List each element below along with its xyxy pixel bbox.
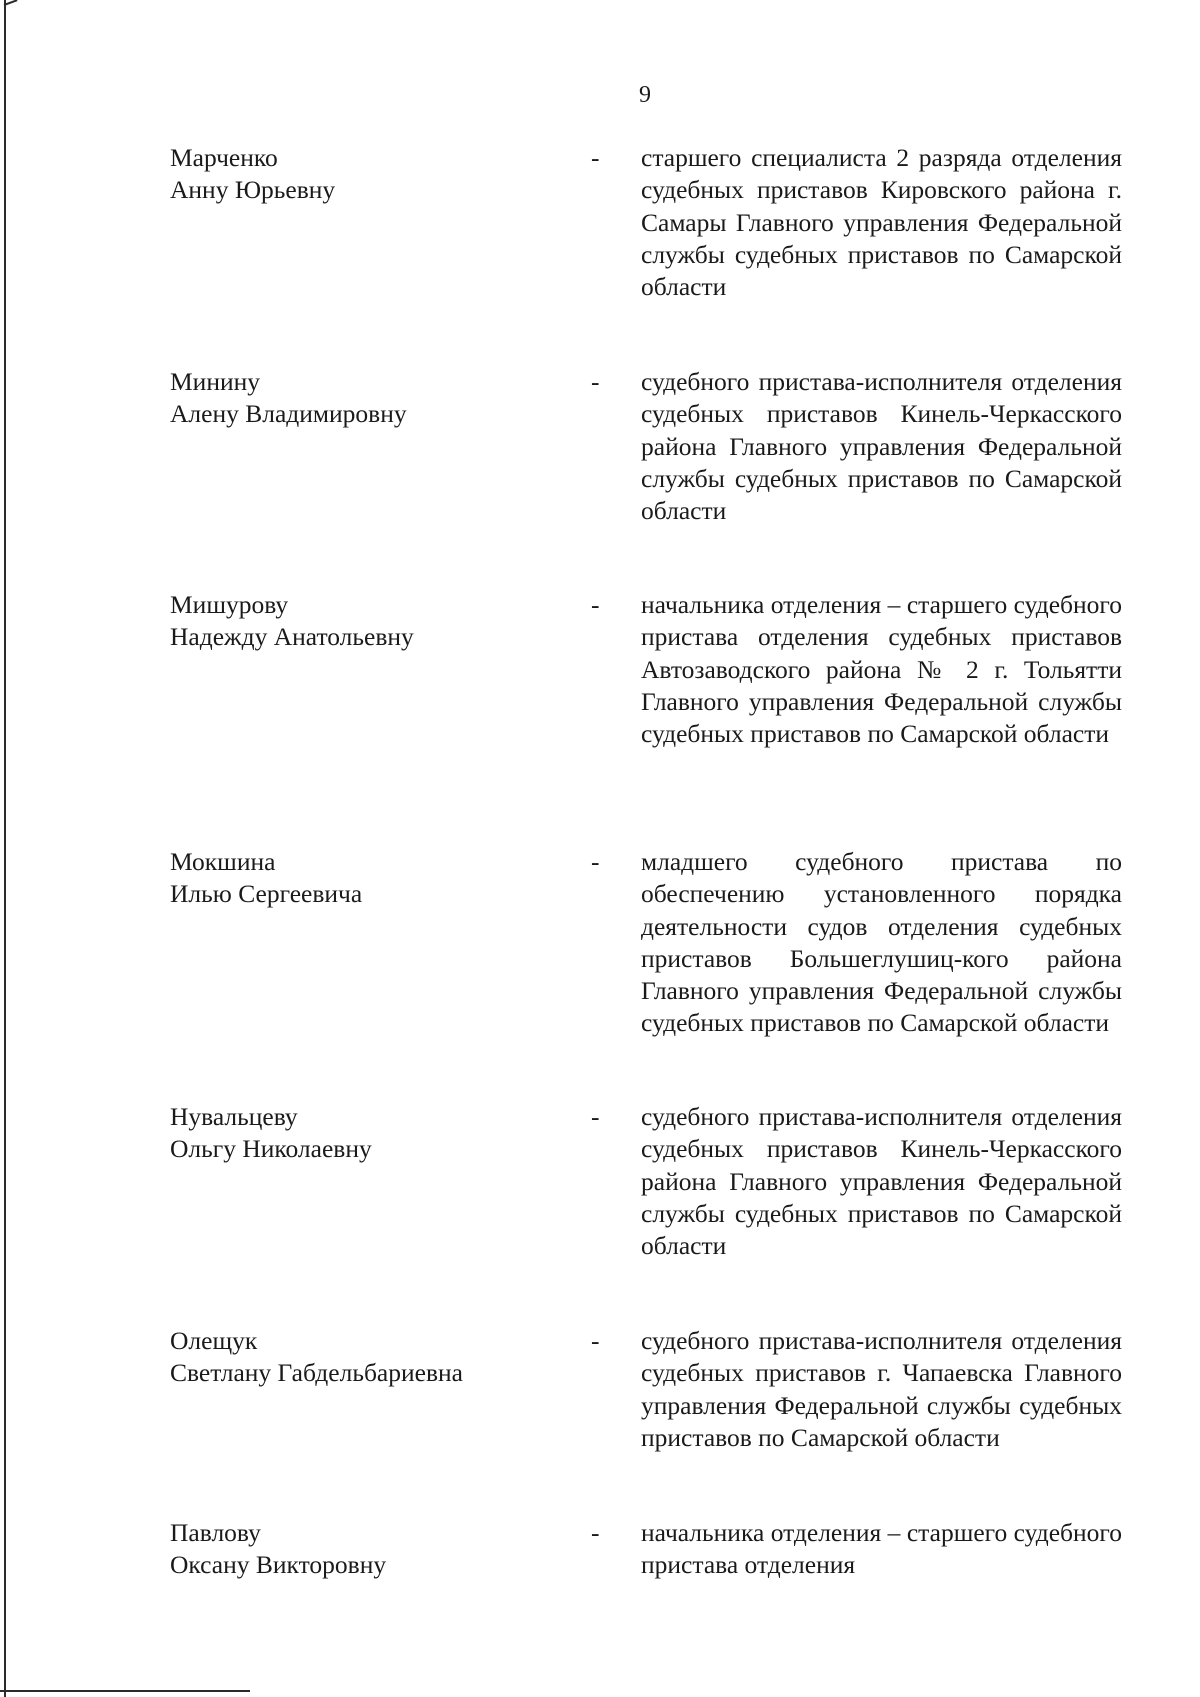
position-description: младшего судебного пристава по обеспечению установленного порядка деятельности судов отделения судебных приставов Большеглушиц-кого района Главного управления Федеральной службы судебных приставов по Самарской области [641, 847, 1122, 1038]
given-names: Анну Юрьевну [170, 175, 336, 205]
position-description: начальника отделения – старшего судебного пристава отделения [641, 1518, 1122, 1580]
dash-separator: - [591, 1518, 600, 1547]
position-description: судебного пристава-исполнителя отделения судебных приставов г. Чапаевска Главного управления Федеральной службы судебных приставов по Самарской области [641, 1326, 1122, 1452]
person-name [170, 1325, 560, 1390]
dash-separator: - [591, 847, 600, 876]
scan-edge-left [4, 0, 6, 1697]
given-names: Ольгу Николаевну [170, 1134, 372, 1164]
surname: Олещук [170, 1326, 258, 1355]
dash-separator: - [591, 143, 600, 172]
position-description: начальника отделения – старшего судебного пристава отделения судебных приставов Автозаводского района № 2 г. Тольятти Главного управления Федеральной службы судебных приставов по Самарской области [641, 590, 1122, 749]
given-names: Оксану Викторовну [170, 1550, 387, 1580]
person-name [170, 142, 560, 207]
person-name [170, 366, 560, 431]
surname: Павлову [170, 1518, 261, 1547]
person-name [170, 1517, 560, 1582]
surname: Нувальцеву [170, 1102, 298, 1131]
dash-separator: - [591, 590, 600, 619]
scan-edge-bottom [0, 1690, 250, 1692]
given-names: Надежду Анатольевну [170, 622, 414, 652]
person-name [170, 846, 560, 911]
given-names: Светлану Габдельбариевна [170, 1358, 463, 1388]
surname: Мокшина [170, 847, 276, 876]
surname: Мишурову [170, 590, 289, 619]
given-names: Илью Сергеевича [170, 879, 363, 909]
dash-separator: - [591, 1326, 600, 1355]
page-number: 9 [639, 82, 651, 108]
surname: Марченко [170, 143, 278, 172]
surname: Минину [170, 367, 261, 396]
position-description: судебного пристава-исполнителя отделения судебных приставов Кинель-Черкасского района Главного управления Федеральной службы судебных приставов по Самарской области [641, 367, 1122, 526]
dash-separator: - [591, 1102, 600, 1131]
dash-separator: - [591, 367, 600, 396]
position-description: старшего специалиста 2 разряда отделения судебных приставов Кировского района г. Самары Главного управления Федеральной службы судебных приставов по Самарской области [641, 143, 1122, 302]
person-name [170, 1101, 560, 1166]
given-names: Алену Владимировну [170, 399, 407, 429]
person-name [170, 589, 560, 654]
position-description: судебного пристава-исполнителя отделения судебных приставов Кинель-Черкасского района Главного управления Федеральной службы судебных приставов по Самарской области [641, 1102, 1122, 1261]
